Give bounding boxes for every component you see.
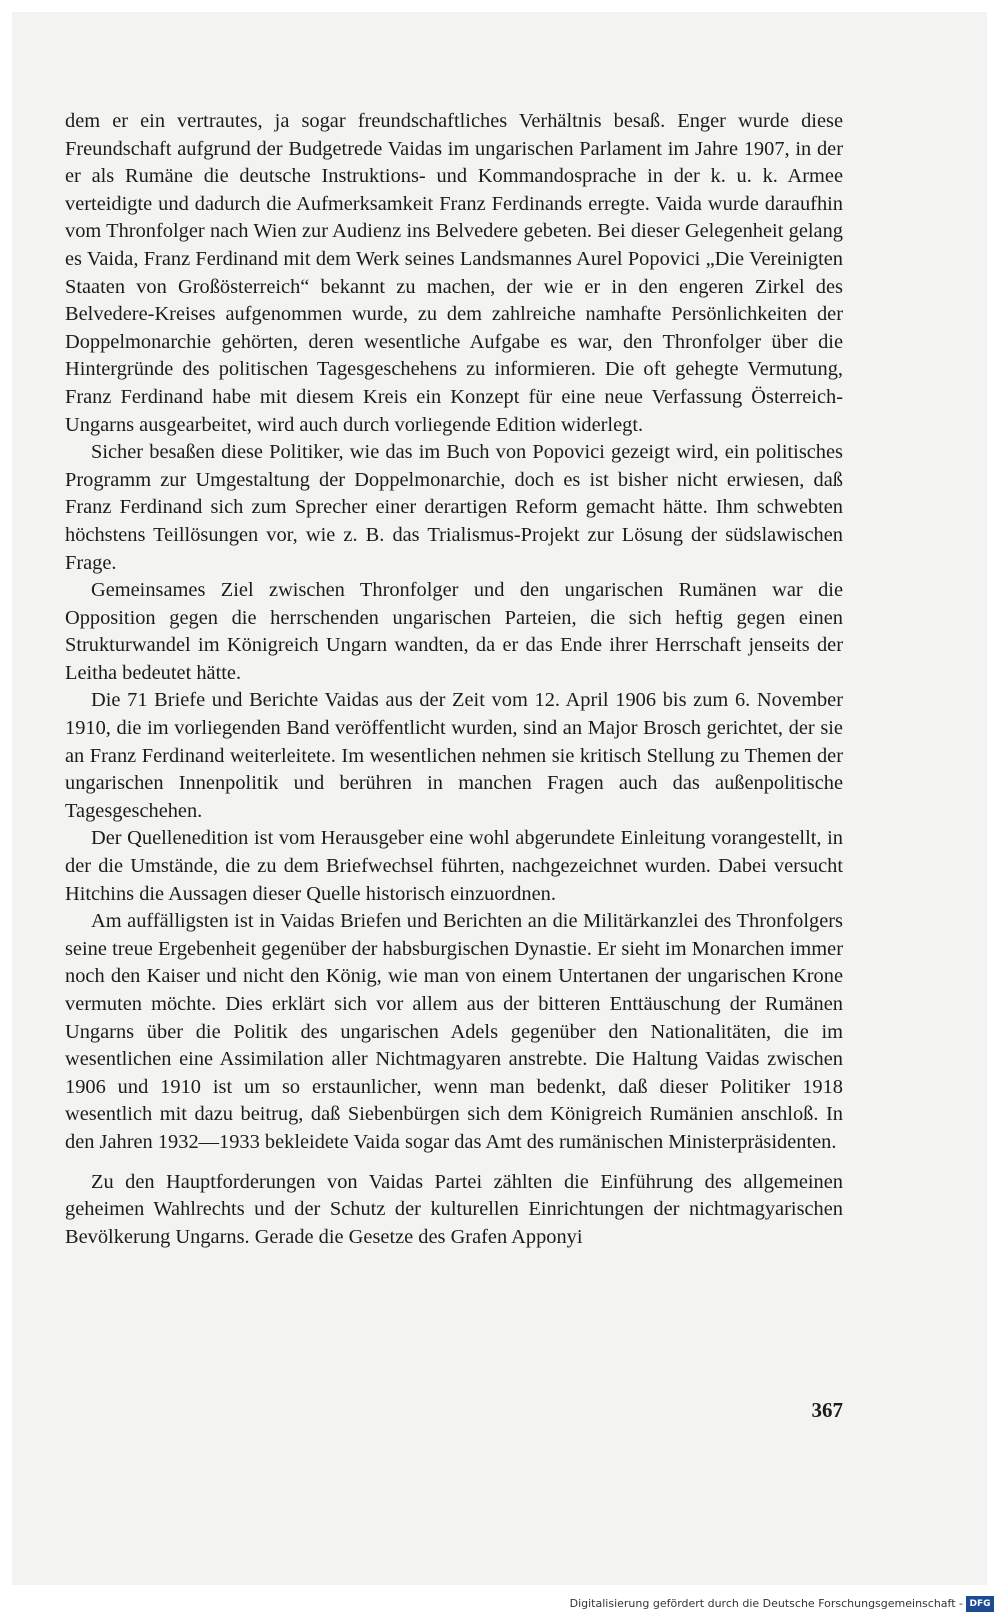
body-text bbox=[65, 108, 843, 1251]
paragraph-4: Die 71 Briefe und Berichte Vaidas aus der Zeit vom 12. April 1906 bis zum 6. November 1910, die im vorliegenden Band veröffentlicht wurden, sind an Major Brosch gerichtet, der sie an Franz Ferdinand weiterleitete. Im wesentlichen nehmen sie kritisch Stellung zu Themen der ungarischen Innenpolitik und berühren in manchen Fragen auch das außenpolitische Tagesgeschehen. bbox=[65, 689, 843, 822]
paragraph-6: Am auffälligsten ist in Vaidas Briefen und Berichten an die Militärkanzlei des Thronfolgers seine treue Ergebenheit gegenüber der habsburgischen Dynastie. Er sieht im Monarchen immer noch den Kaiser und nicht den König, wie man von einem Untertanen der ungarischen Krone vermuten möchte. Dies erklärt sich vor allem aus der bitteren Enttäuschung der Rumänen Ungarns über die Politik des ungarischen Adels gegenüber den Nationalitäten, die im wesentlichen eine Assimilation aller Nichtmagyaren anstrebte. Die Haltung Vaidas zwischen 1906 und 1910 ist um so erstaunlicher, wenn man bedenkt, daß dieser Politiker 1918 wesentlich mit dazu beitrug, daß Siebenbürgen sich dem Königreich Rumänien anschloß. In den Jahren 1932—1933 bekleidete Vaida sogar das Amt des rumänischen Ministerpräsidenten. bbox=[65, 910, 843, 1153]
paragraph-3: Gemeinsames Ziel zwischen Thronfolger und den ungarischen Rumänen war die Opposition gegen die herrschenden ungarischen Parteien, die sich heftig gegen einen Strukturwandel im Königreich Ungarn wandten, da er das Ende ihrer Herrschaft jenseits der Leitha bedeutet hätte. bbox=[65, 579, 843, 684]
footer-text: Digitalisierung gefördert durch die Deutsche Forschungsgemeinschaft - bbox=[569, 1597, 963, 1610]
paragraph-2: Sicher besaßen diese Politiker, wie das im Buch von Popovici gezeigt wird, ein politisches Programm zur Umgestaltung der Doppelmonarchie, doch es ist bisher nicht erwiesen, daß Franz Ferdinand sich zum Sprecher einer derartigen Reform gemacht hätte. Ihm schwebten höchstens Teillösungen vor, wie z. B. das Trialismus-Projekt zur Lösung der südslawischen Frage. bbox=[65, 441, 843, 574]
paragraph-5: Der Quellenedition ist vom Herausgeber eine wohl abgerundete Einleitung vorangestellt, in der die Umstände, die zu dem Briefwechsel führten, nachgezeichnet wurden. Dabei versucht Hitchins die Aussagen dieser Quelle historisch einzuordnen. bbox=[65, 827, 843, 905]
paragraph-7: Zu den Hauptforderungen von Vaidas Partei zählten die Einführung des allgemeinen geheimen Wahlrechts und der Schutz der kulturellen Einrichtungen der nichtmagyarischen Bevölkerung Ungarns. Gerade die Gesetze des Grafen Apponyi bbox=[65, 1170, 843, 1248]
page-number: 367 bbox=[811, 1398, 843, 1422]
paragraph-1: dem er ein vertrautes, ja sogar freundschaftliches Verhältnis besaß. Enger wurde diese Freundschaft aufgrund der Budgetrede Vaidas im ungarischen Parlament im Jahre 1907, in der er als Rumäne die deutsche Instruktions- und Kommandosprache in der k. u. k. Armee verteidigte und dadurch die Aufmerksamkeit Franz Ferdinands erregte. Vaida wurde daraufhin vom Thronfolger nach Wien zur Audienz ins Belvedere gebeten. Bei dieser Gelegenheit gelang es Vaida, Franz Ferdinand mit dem Werk seines Landsmannes Aurel Popovici „Die Vereinigten Staaten von Großösterreich“ bekannt zu machen, der wie er in den engeren Zirkel des Belvedere-Kreises aufgenommen wurde, zu dem zahlreiche namhafte Persönlichkeiten der Doppelmonarchie gehörten, deren wesentliche Aufgabe es war, den Thronfolger über die Hintergründe des politischen Tagesgeschehens zu informieren. Die oft gehegte Vermutung, Franz Ferdinand habe mit diesem Kreis ein Konzept für eine neue Verfassung Österreich-Ungarns ausgearbeitet, wird auch durch vorliegende Edition widerlegt. bbox=[65, 110, 843, 436]
digitization-footer bbox=[0, 1594, 1000, 1621]
dfg-logo-icon: DFG bbox=[966, 1596, 994, 1612]
scanned-page bbox=[12, 12, 987, 1585]
